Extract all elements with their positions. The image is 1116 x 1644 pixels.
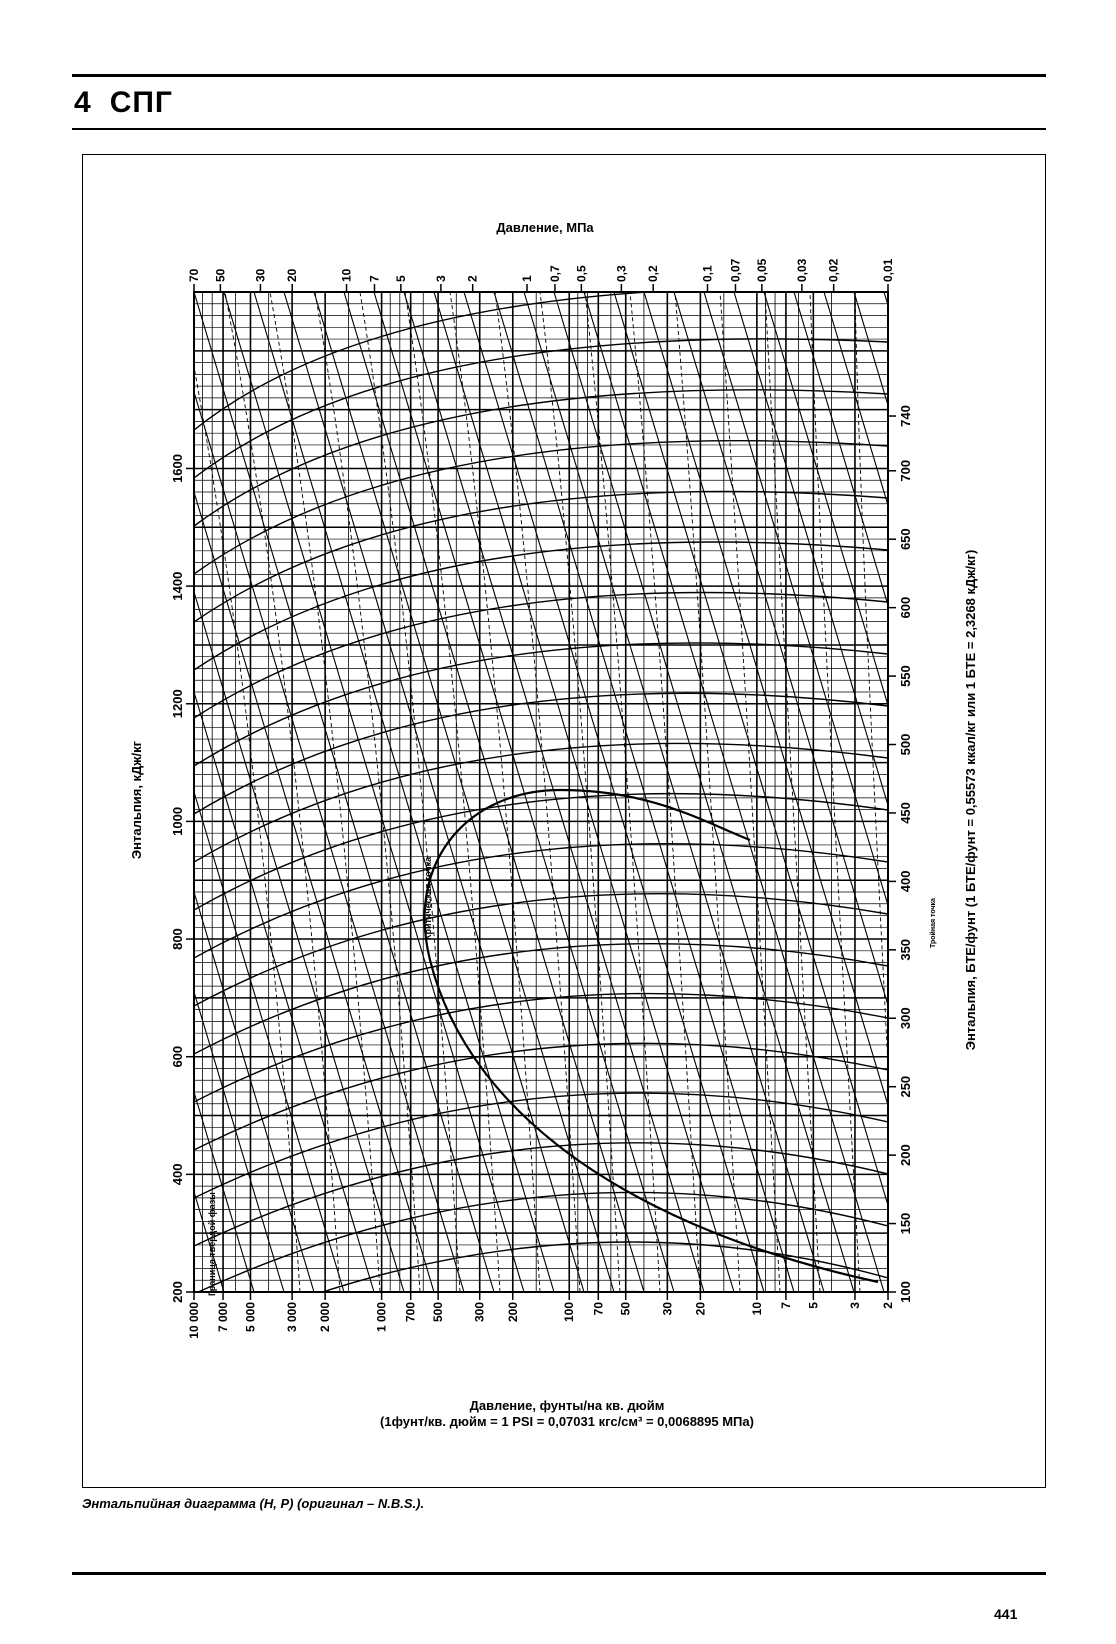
top-tick-label-0-07: 0,07 [728,258,743,282]
footer-rule [72,1572,1046,1575]
bottom-tick-label-5: 5 [806,1302,821,1309]
right-tick-label-450: 450 [898,802,913,824]
bottom-tick-label-3: 3 [847,1302,862,1309]
isotherm-curve [194,1192,888,1294]
solid-phase-boundary-label: Граница твердой фазы [207,1192,217,1296]
isentrope-line [914,292,1116,1292]
top-tick-label-7: 7 [367,275,382,282]
right-tick-label-550: 550 [898,665,913,687]
right-tick-label-250: 250 [898,1075,913,1098]
left-axis-title: Энтальпия, кДж/кг [129,740,144,860]
top-tick-label-0-05: 0,05 [754,258,769,282]
top-tick-label-10: 10 [339,268,354,282]
chart-axes [170,258,913,1338]
bottom-tick-label-200: 200 [505,1302,520,1323]
right-tick-label-500: 500 [898,733,913,756]
right-tick-label-100: 100 [898,1281,913,1303]
left-tick-label-1600: 1600 [170,454,185,483]
page-number: 441 [994,1606,1018,1622]
right-tick-label-200: 200 [898,1144,913,1166]
bottom-tick-label-30: 30 [660,1302,675,1316]
left-tick-label-1000: 1000 [170,806,185,836]
right-tick-label-300: 300 [898,1007,913,1030]
top-tick-label-0-01: 0,01 [881,258,895,282]
bottom-tick-label-2000: 2 000 [318,1302,333,1333]
isotherm-curve [194,693,888,814]
bottom-tick-label-3000: 3 000 [285,1302,300,1333]
isotherm-curve [194,1093,888,1198]
bottom-tick-label-100: 100 [562,1302,577,1323]
isotherm-curve [194,593,888,718]
isentrope-line [0,292,254,1292]
top-tick-label-20: 20 [285,268,300,282]
bottom-tick-label-70: 70 [591,1302,606,1316]
top-tick-label-5: 5 [393,275,408,282]
top-tick-label-0-5: 0,5 [574,265,589,282]
isentrope-line [974,292,1116,1292]
top-tick-label-30: 30 [253,268,268,282]
figure-caption: Энтальпийная диаграмма (Н, Р) (оригинал – N.B.S.). [82,1496,425,1511]
isotherm-curve [194,1440,888,1534]
critical-point-label: Критическая точка [423,856,433,940]
isochore-curve [225,292,340,1292]
bottom-tick-label-7000: 7 000 [216,1302,231,1333]
isochore-curve [720,292,780,1292]
chart-curves [0,288,1116,1534]
isentrope-line [0,292,194,1292]
bottom-tick-label-10: 10 [749,1302,764,1316]
bottom-tick-label-1000: 1 000 [374,1302,389,1333]
top-tick-label-50: 50 [213,268,228,282]
isotherm-curve [194,542,888,670]
right-tick-label-650: 650 [898,528,913,551]
top-tick-label-2: 2 [465,275,480,282]
isentrope-line [854,292,1116,1292]
top-tick-label-70: 70 [187,268,201,282]
right-tick-label-350: 350 [898,938,913,961]
bottom-tick-label-5000: 5 000 [243,1302,258,1333]
chapter-number: 4 [74,86,92,119]
left-tick-label-1400: 1400 [170,571,185,601]
right-tick-label-150: 150 [898,1212,913,1235]
top-tick-label-1: 1 [520,275,535,282]
right-tick-label-400: 400 [898,870,913,893]
isotherm-curve [194,441,888,574]
right-tick-label-700: 700 [898,459,913,482]
bottom-tick-label-700: 700 [403,1302,418,1323]
top-tick-label-0-7: 0,7 [547,265,562,282]
left-tick-label-800: 800 [170,928,185,950]
bottom-axis-title: Давление, фунты/на кв. дюйм [469,1398,665,1413]
isentrope-line [1064,292,1116,1292]
chapter-title: СПГ [109,86,173,119]
left-tick-label-200: 200 [170,1281,185,1303]
isentrope-line [1034,292,1116,1292]
bottom-tick-label-7: 7 [778,1302,793,1309]
isentrope-line [1004,292,1116,1292]
right-axis-title: Энтальпия, БТЕ/фунт (1 БТЕ/фунт = 0,55573 ккал/кг или 1 БТЕ = 2,3268 кДж/кг) [963,549,978,1051]
isentrope-line [884,292,1116,1292]
left-tick-label-1200: 1200 [170,689,185,719]
bottom-axis-subtitle: (1фунт/кв. дюйм = 1 PSI = 0,07031 кгс/см³ = 0,0068895 МПа) [380,1414,754,1429]
top-tick-label-0-1: 0,1 [700,265,715,282]
top-tick-label-3: 3 [433,275,448,282]
bottom-tick-label-10000: 10 000 [187,1302,201,1339]
top-tick-label-0-3: 0,3 [614,265,629,282]
left-tick-label-600: 600 [170,1045,185,1068]
isentrope-line [0,292,224,1292]
bottom-tick-label-20: 20 [693,1302,708,1316]
right-tick-label-740: 740 [898,405,913,427]
isochore-curve [855,292,900,1292]
bottom-tick-label-500: 500 [431,1302,446,1323]
isochore-curve [180,292,300,1292]
top-axis-title: Давление, МПа [496,220,594,235]
top-tick-label-0-2: 0,2 [646,265,661,282]
bottom-tick-label-300: 300 [472,1302,487,1323]
left-tick-label-400: 400 [170,1163,185,1186]
top-tick-label-0-02: 0,02 [826,258,841,282]
right-tick-label-600: 600 [898,596,913,619]
top-tick-label-0-03: 0,03 [794,258,809,282]
bottom-tick-label-2: 2 [881,1302,895,1309]
triple-point-label: Тройная точка [930,898,937,948]
bottom-tick-label-50: 50 [618,1302,633,1316]
